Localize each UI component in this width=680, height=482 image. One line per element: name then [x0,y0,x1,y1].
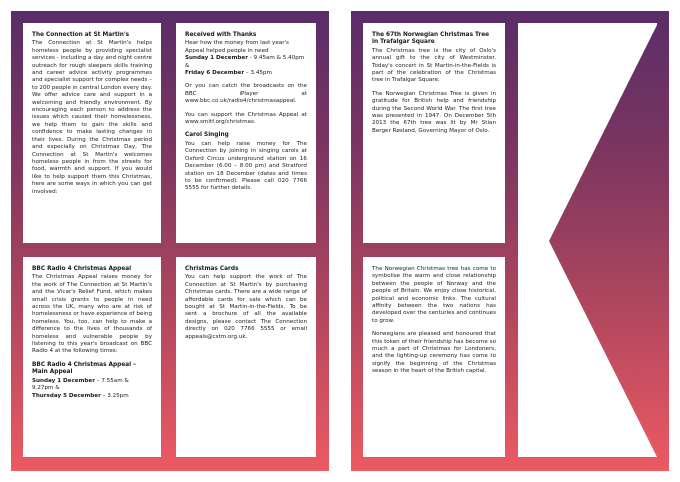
k-upper-arm [549,23,657,241]
thanks-schedule-2 [185,70,307,77]
thanks-catchup: Or you can catch the broadcasts on the BBC iPlayer at www.bbc.co.uk/radio4/christmasappeal. [185,83,307,105]
appeal-schedule-2 [32,393,152,400]
connection-card [23,23,161,243]
thanks-sched2-day: Friday 6 December [185,70,245,77]
decorative-k-shape [351,11,669,471]
thanks-sched2-times: – 3.45pm [244,70,272,77]
thanks-title: Received with Thanks [185,32,257,38]
right-page [351,11,669,471]
appeal-body: The Christmas Appeal raises money for the work of The Connection at St Martin's and the Vicar's Relief Fund, which makes small crisis grants to people in need across the UK, many who are at risk of homelessness or have experience of being homeless. You, too, can help to make a difference to the lives of thousands of homeless and vulnerable people by listening to this year's broadcast on BBC Radio 4 at the following times: [32,274,152,355]
appeal-sched2-times: – 3.25pm [100,392,129,399]
appeal-sched1-day: Sunday 1 December [32,377,95,384]
tree-p2: The Norwegian Christmas Tree is given in gratitude for British help and friendship during the Second World War. The first tree was presented in 1947. On December 5th 2013 the 67th tree was lit by Mr Stian Berger Røsland, Governing Mayor of Oslo. [372,90,496,134]
connection-title: The Connection at St Martin's [32,32,130,38]
thanks-card [176,23,316,243]
tree-title: The 67th Norwegian Christmas Tree in Trafalgar Square [372,32,490,46]
k-lower-arm [549,241,657,457]
main-appeal-title: BBC Radio 4 Christmas Appeal – Main Appeal [32,361,137,376]
appeal-schedule-1 [32,378,152,393]
k-stem [518,23,549,457]
cards-title: Christmas Cards [185,266,239,272]
appeal-sched2-day: Thursday 5 December [32,392,101,399]
cards-body: You can help support the work of The Connection at St Martin's by purchasing Christmas cards. There are a wide range of affordable cards for sale which can be bought at St Martin-in-the-Fields. To be sent a brochure of all the available designs, please contact The Connection directly on 020 7766 5555 or email appeals@cstm.org.uk. [185,274,307,340]
thanks-intro: Hear how the money from last year's Appeal helped people in need [185,40,289,54]
appeal-sched1-times: – 7.55am & 9.27pm & [32,377,129,392]
left-page [11,11,329,471]
thanks-sched1-day: Sunday 1 December [185,55,248,62]
appeal-card [23,257,161,457]
carol-body: You can help raise money for The Connection by joining in singing carols at Oxford Circus underground station on 16 December (6.00 – 8.00 pm) and Stratford station on 18 December (dates and times to be confirmed). Please call 020 7766 5555 for further details. [185,140,307,192]
friendship-p1: The Norwegian Christmas tree has come to symbolise the warm and close relationship between the people of Norway and the people of Britain. We enjoy close historical, political and economic links. The cultural affinity between the two nations has developed over the centuries and continues to grow. [372,266,496,324]
thanks-support: You can support the Christmas Appeal at www.smitf.org/christmas. [185,111,307,126]
carol-title: Carol Singing [185,132,229,139]
cards-card [176,257,316,457]
appeal-title: BBC Radio 4 Christmas Appeal [32,266,132,272]
connection-body: The Connection at St Martin's helps homeless people by providing specialist services - including a day and night centre outreach for rough sleepers skills training and career advice activity programmes and specialist support for complex needs – to 200 people in central London every day. We offer advice care and support in a welcoming and friendly environment. By encouraging each person to address the issues which caused their homelessness, we help them to gain the skills and confidence to make lasting changes in their lives. During the Christmas period and especially on Christmas Day, The Connection at St Martin's welcomes homeless people in from the streets for food, warmth and support. If you would like to help support them this Christmas, here are some ways in which you can get involved: [32,40,152,195]
thanks-sched1-times: - 9.45am & 5.40pm & [185,55,305,69]
tree-p1: The Christmas tree is the city of Oslo's annual gift to the city of Westminster. Today's concert in St Martin-in-the-Fields is part of the celebration of the Christmas tree in Trafalgar Square. [372,47,496,84]
friendship-p2: Norwegians are pleased and honoured that this token of their friendship has become so much a part of Christmas for Londoners, and the lighting-up ceremony has come to signify the beginning of the Christmas season in the heart of the British capital. [372,331,496,375]
thanks-schedule-1 [185,55,307,70]
